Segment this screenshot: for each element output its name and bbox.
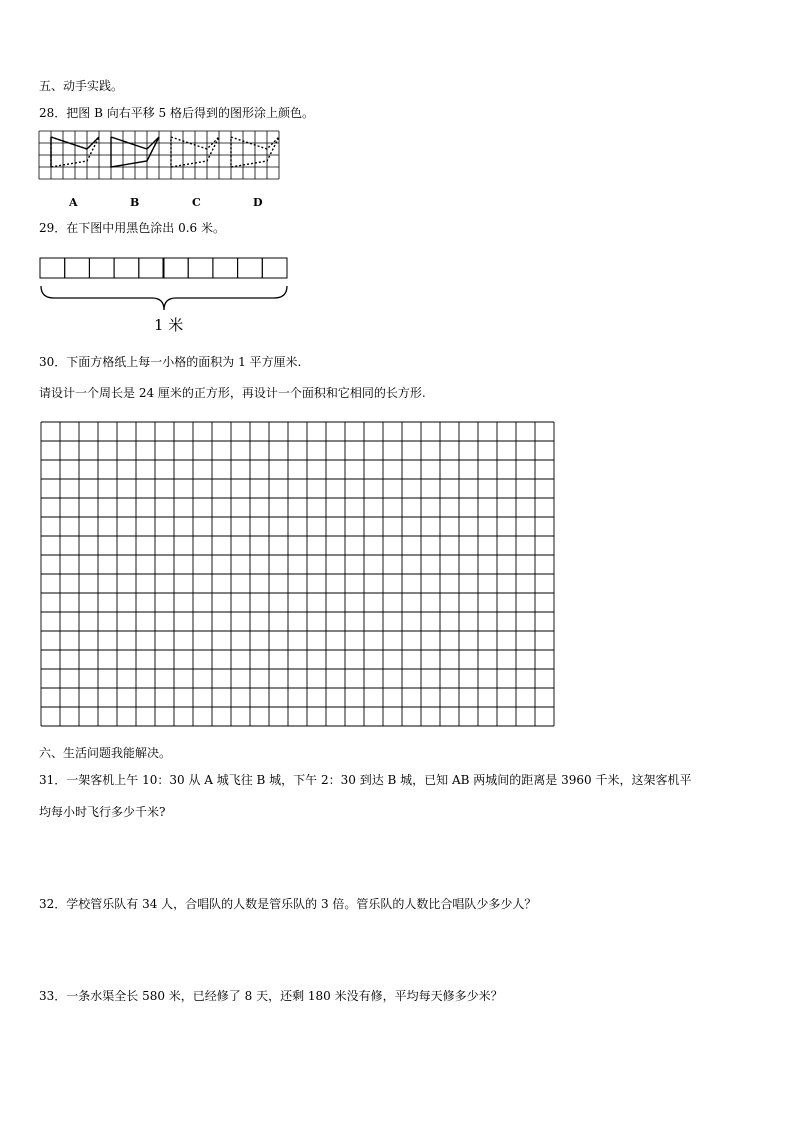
section6-heading: 六、生活问题我能解决。 (39, 746, 172, 760)
q29-segment (40, 258, 65, 278)
label-a: A (69, 196, 78, 209)
q28-text: 28．把图 B 向右平移 5 格后得到的图形涂上颜色。 (39, 106, 314, 120)
q31-line1: 31．一架客机上午 10：30 从 A 城飞往 B 城，下午 2：30 到达 B 城，已知 AB 两城间的距离是 3960 千米，这架客机平 (39, 773, 692, 787)
label-b: B (130, 196, 140, 209)
q29-segment (238, 258, 263, 278)
q29-segment (188, 258, 213, 278)
q33-text: 33．一条水渠全长 580 米，已经修了 8 天，还剩 180 米没有修，平均每天修多少米？ (39, 989, 503, 1003)
q29-unit-label: 1 米 (154, 316, 184, 334)
q29-segment (89, 258, 114, 278)
q29-meter-strip[interactable] (40, 258, 290, 314)
label-d: D (253, 196, 263, 209)
q28-grid-figure (39, 131, 281, 194)
q29-segment (262, 258, 287, 278)
q29-segment (139, 258, 164, 278)
q29-segment (65, 258, 90, 278)
q30-grid-lines (41, 422, 554, 726)
q32-text: 32．学校管乐队有 34 人，合唱队的人数是管乐队的 3 倍。管乐队的人数比合唱队少多少人？ (39, 897, 537, 911)
q30-square-grid[interactable] (41, 422, 555, 727)
q29-segment (164, 258, 189, 278)
q29-text: 29．在下图中用黑色涂出 0.6 米。 (39, 221, 225, 235)
q29-segment (213, 258, 238, 278)
q31-line2: 均每小时飞行多少千米? (39, 805, 166, 819)
q29-brace (41, 286, 287, 310)
section5-heading: 五、动手实践。 (39, 79, 124, 93)
q30-text2: 请设计一个周长是 24 厘米的正方形，再设计一个面积和它相同的长方形. (39, 386, 426, 400)
label-c: C (192, 196, 201, 209)
q30-text1: 30．下面方格纸上每一小格的面积为 1 平方厘米. (39, 355, 302, 369)
q29-segment (114, 258, 139, 278)
q29-segments (40, 258, 287, 278)
